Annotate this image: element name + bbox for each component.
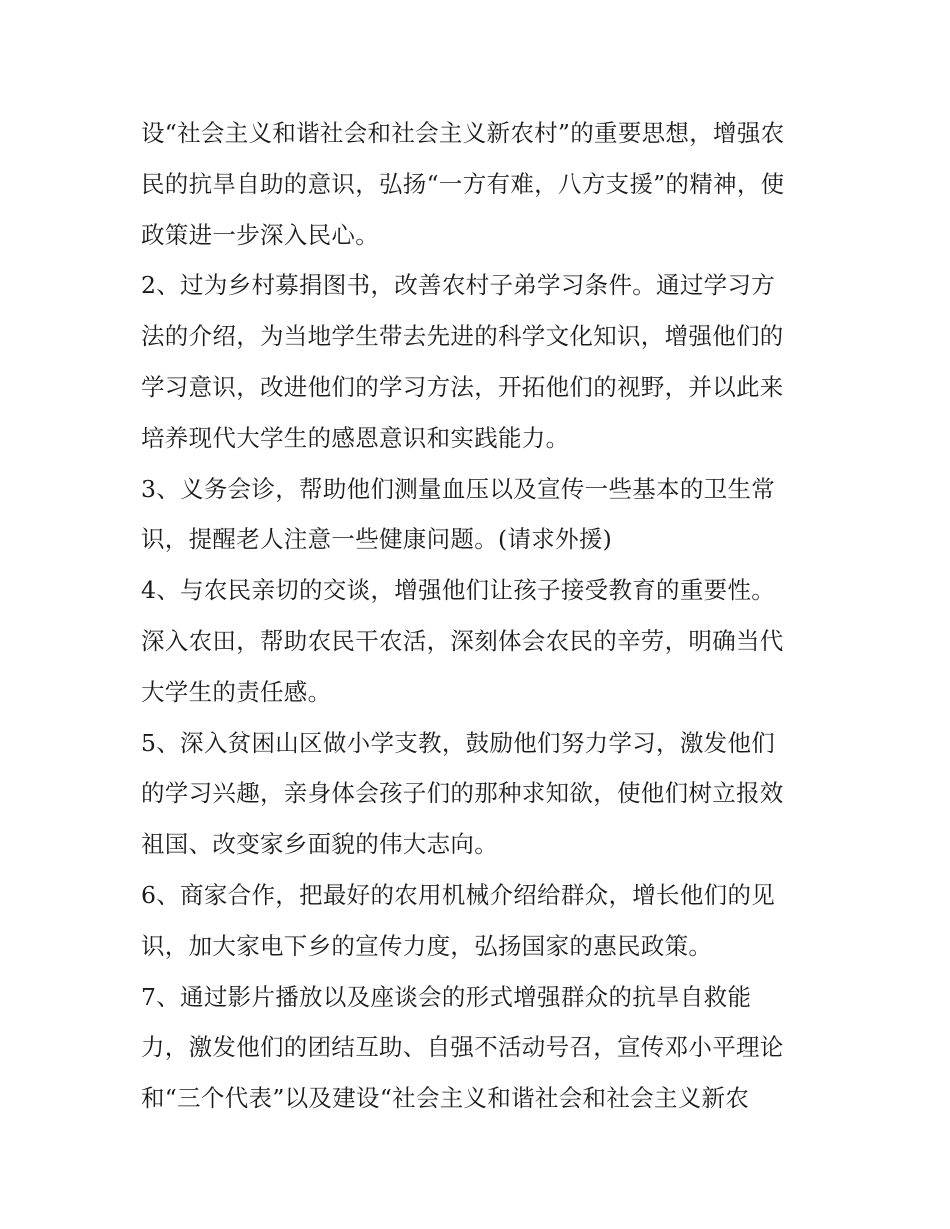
text-line: 祖国、改变家乡面貌的伟大志向。 [141,830,498,859]
text-line: 4、与农民亲切的交谈，增强他们让孩子接受教育的重要性。 [141,576,776,605]
text-line: 设“社会主义和谐社会和社会主义新农村”的重要思想，增强农 [141,119,785,147]
text-line: 学习意识，改进他们的学习方法，开拓他们的视野，并以此来 [141,372,784,401]
text-line: 3、义务会诊，帮助他们测量血压以及宣传一些基本的卫生常 [141,474,776,503]
text-line: 7、通过影片播放以及座谈会的形式增强群众的抗旱自救能 [141,982,752,1011]
text-line: 大学生的责任感。 [141,677,332,706]
text-line: 2、过为乡村募捐图书，改善农村子弟学习条件。通过学习方 [141,271,776,300]
text-line: 5、深入贫困山区做小学支教，鼓励他们努力学习，激发他们 [141,728,776,757]
text-line: 识，加大家电下乡的宣传力度，弘扬国家的惠民政策。 [141,931,713,960]
text-line: 的学习兴趣，亲身体会孩子们的那种求知欲，使他们树立报效 [141,779,784,808]
text-line: 培养现代大学生的感恩意识和实践能力。 [141,423,570,452]
text-line: 识，提醒老人注意一些健康问题。(请求外援) [141,525,613,554]
text-line: 政策进一步深入民心。 [141,220,379,249]
document-body [141,108,821,1124]
text-line: 深入农田，帮助农民干农活，深刻体会农民的辛劳，明确当代 [141,626,784,655]
text-line: 力，激发他们的团结互助、自强不活动号召，宣传邓小平理论 [141,1033,784,1062]
text-line: 法的介绍，为当地学生带去先进的科学文化知识，增强他们的 [141,322,784,351]
text-line: 和“三个代表”以及建设“社会主义和谐社会和社会主义新农 [141,1084,750,1113]
text-line: 民的抗旱自助的意识，弘扬“一方有难，八方支援”的精神，使 [141,169,785,198]
text-line: 6、商家合作，把最好的农用机械介绍给群众，增长他们的见 [141,880,776,909]
